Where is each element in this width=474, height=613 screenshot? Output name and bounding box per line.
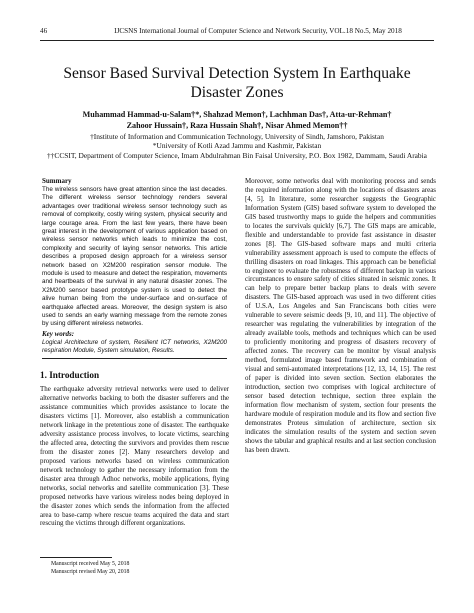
page-number: 46 bbox=[40, 27, 48, 35]
paper-title: Sensor Based Survival Detection System In Earthquake Disaster Zones bbox=[63, 65, 411, 101]
summary-box bbox=[40, 177, 229, 361]
introduction-heading: 1. Introduction bbox=[40, 370, 100, 381]
footnotes bbox=[51, 561, 129, 576]
summary-divider bbox=[42, 358, 227, 359]
right-column bbox=[245, 177, 436, 455]
journal-title: IJCSNS International Journal of Computer Science and Network Security, VOL.18 No.5, May 2018 bbox=[114, 27, 402, 35]
affiliation-1: †Institute of Information and Communication Technology, University of Sindh, Jamshoro, Pakistan bbox=[90, 131, 384, 141]
footnote-revised: Manuscript revised May 20, 2018 bbox=[51, 568, 130, 575]
footnote-received: Manuscript received May 5, 2018 bbox=[51, 561, 130, 567]
keywords-text: Logical Architecture of system, Resilient ICT networks, X2M200 respiration Module, System simulation, Results. bbox=[42, 338, 227, 355]
author-names-line-1: Muhammad Hammad-u-Salam†*, Shahzad Memon†, Lachhman Das†, Atta-ur-Rehman† bbox=[82, 110, 392, 119]
left-column bbox=[40, 177, 229, 528]
footnote-divider bbox=[40, 557, 112, 558]
summary-heading: Summary bbox=[42, 177, 72, 185]
affiliation-3: ††CCSIT, Department of Computer Science, Imam Abdulrahman Bin Faisal University, P.O. Box 1982, Dammam, Saudi Arabia bbox=[47, 150, 427, 160]
header-divider bbox=[40, 40, 434, 41]
author-names-line-2: Zahoor Hussain†, Raza Hussain Shah†, Nisar Ahmed Memon†† bbox=[126, 120, 348, 130]
author-block bbox=[40, 110, 434, 160]
summary-text: The wireless sensors have great attention since the last decades. The different wireless sensor technology renders several advantages over traditional wireless sensor technology such as removal of complexity, costly wiring system, physical security and large courage area. From the last few years, there have been great interest in the development of various application based on wireless sensor networks which leads to minimize the cost, complexity and security of laying sensor networks. This article describes a proposed design approach for a wireless sensor network based on X2M200 respiration sensor module. The module is used to measure and detect the respiration, movements and heartbeats of the survival in any natural disaster zones. The X2M200 sensor based prototype system is used to detect the alive human being from the under-surface and on-surface of earthquake affected areas. Moreover, the design system is also used to sends an early warning message from the remote zones by using different wireless networks. bbox=[42, 185, 227, 328]
affiliation-2: *University of Kotli Azad Jammu and Kashmir, Pakistan bbox=[152, 141, 322, 151]
keywords-heading: Key words: bbox=[42, 329, 75, 338]
introduction-text: The earthquake adversity retrieval networks were used to deliver alternative networks backing to both the disaster sufferers and the assistance communities which provides assistance to locate the disasters victims [1]. Moreover, also establish a communication network linkage in the pretentious zone of disaster. The earthquake adversity assistance process involves, to locate victims, searching the affected area, detecting the survivors and provides them rescue from the disaster zones [2]. Many researchers develop and proposed various networks based on wireless communication network technology to gather the necessary information from the disaster area through Adhoc networks, mobile applications, flying networks, social networks and satellite communication [3]. These proposed networks have various wireless nodes being deployed in the disaster zones which sends the information from the affected area to base-camp where rescue teams acquired the data and start rescuing the victims through different organizations. bbox=[40, 385, 229, 528]
right-column-text: Moreover, some networks deal with monitoring process and sends the required information along with the locations of disasters areas [4, 5]. In literature, some researcher suggests the Geographic Information System (GIS) based software system to developed the GIS based trustworthy maps to guide the helpers and communities to locates the survivals quickly [6,7]. The GIS maps are amicable, flexible and understandable to provide fast assistance in disaster zones [8]. The GIS-based software maps and multi criteria vulnerability assessment approach is used to compute the effects of thrilling disasters on road linkages. This approach can be beneficial to engineer to evaluate the robustness of different backup in various circumstances to ensure safety of cities situated in seismic zones. It can help to prepare better backup plans to deals with severe disasters. The GIS-based approach was used in two different cities of U.S.A, Los Angeles and San Franciscans both cities were vulnerable to severe seismic deeds [9, 10, and 11]. The objective of researcher was regulating the vulnerabilities by integration of the already available tools, methods and techniques which can be used to proficiently monitoring and progress of disasters recovery of affected zones. The recovery can be monitor by visual analysis method, formulated image based framework and combination of visual and semi-automated interpretations [12, 13, 14, 15]. The rest of paper is divided into seven section. Section elaborates the introduction, section two comprises with logical architecture of sensor based detection technique, section three explain the information flow mechanism of system, section four presents the hardware module of respiration module and its flow and section five demonstrates Proteus simulation of architecture, section six indicates the simulation results of the system and section seven shows the tabular and graphical results and at last section conclusion has been drawn. bbox=[245, 177, 436, 454]
running-header bbox=[40, 27, 434, 39]
